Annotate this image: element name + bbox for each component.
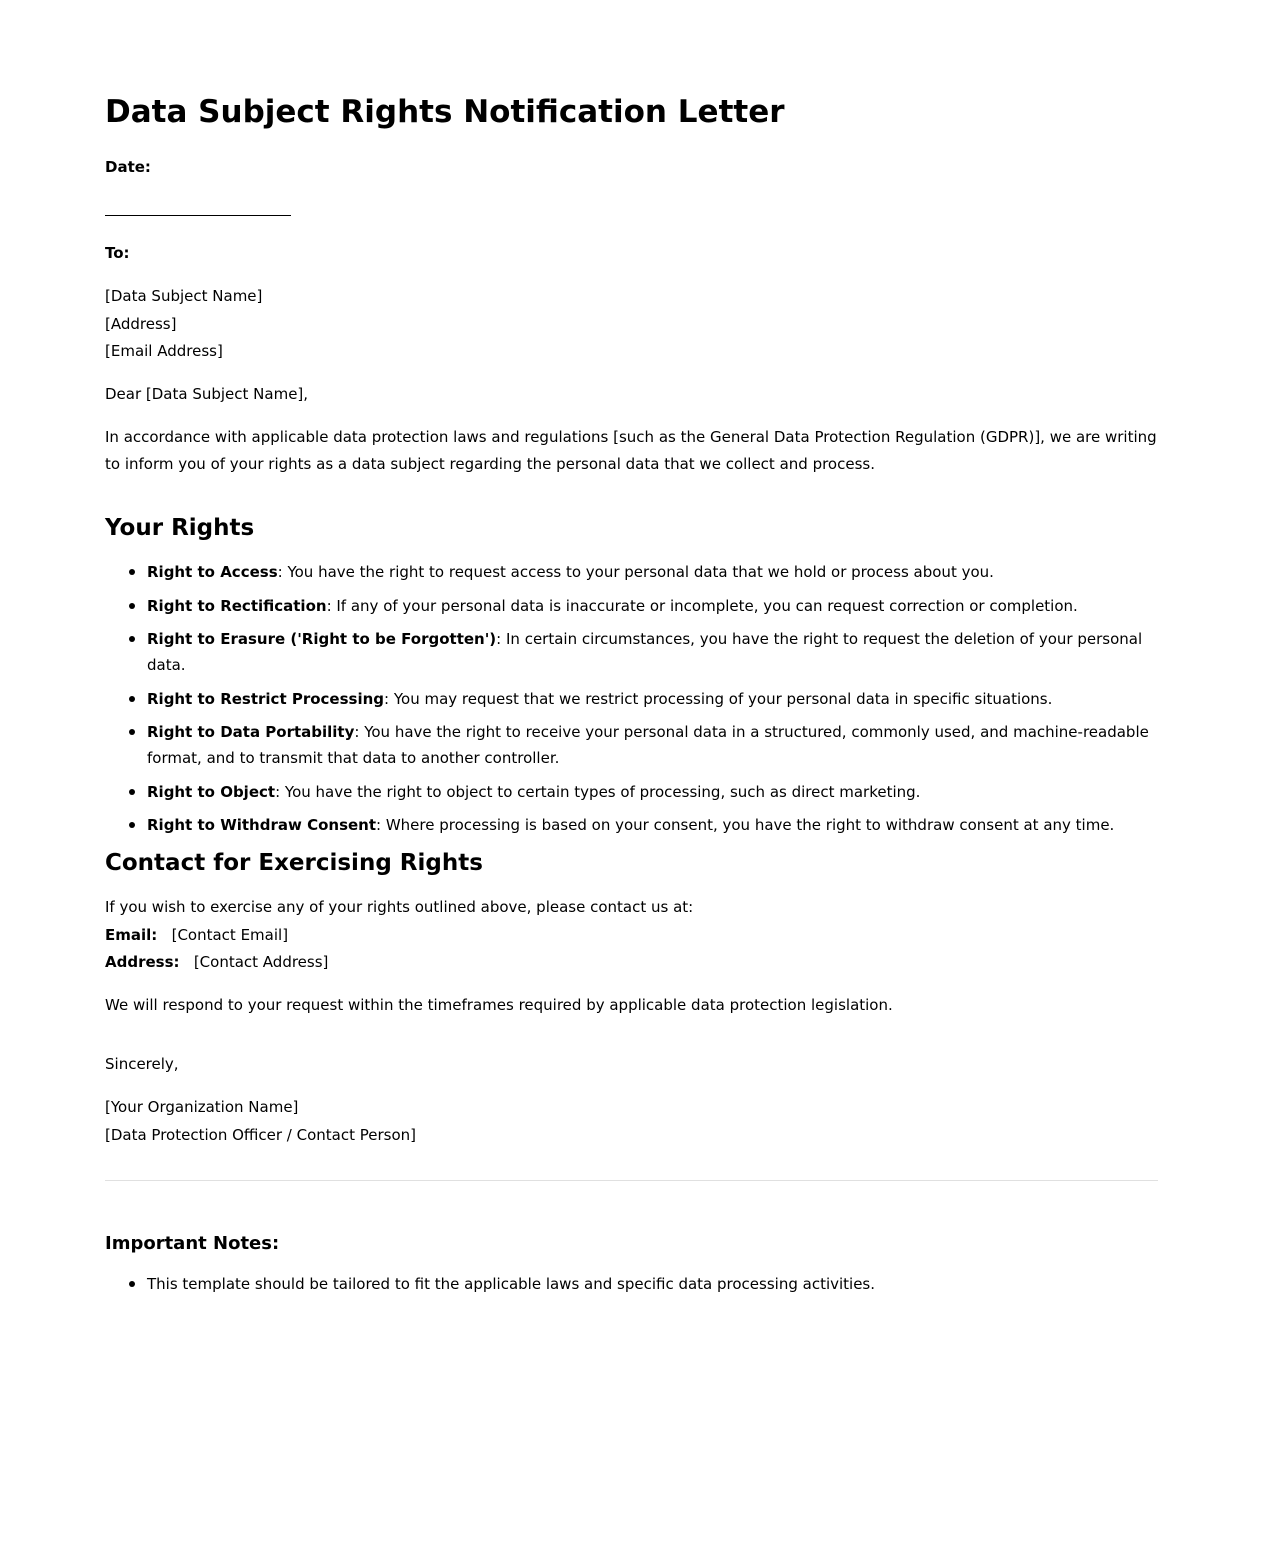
right-text: : You have the right to request access to your personal data that we hold or process about you. — [277, 563, 994, 581]
signature-organization: [Your Organization Name] — [105, 1098, 299, 1116]
page-title: Data Subject Rights Notification Letter — [105, 94, 785, 130]
right-title: Right to Data Portability — [147, 723, 355, 741]
contact-address-value: [Contact Address] — [193, 953, 329, 971]
right-title: Right to Restrict Processing — [147, 689, 385, 708]
right-title: Right to Object — [147, 782, 276, 801]
recipient-block — [105, 283, 262, 366]
signature-contact-person: [Data Protection Officer / Contact Person] — [105, 1125, 417, 1144]
response-note: We will respond to your request within the timeframes required by applicable data protection legislation. — [105, 996, 893, 1014]
right-text: : Where processing is based on your consent, you have the right to withdraw consent at any time. — [376, 816, 1115, 834]
right-title: Right to Erasure ('Right to be Forgotten') — [147, 630, 497, 648]
right-title: Right to Withdraw Consent — [147, 816, 377, 834]
right-title: Right to Rectification — [147, 596, 327, 615]
list-item: This template should be tailored to fit the applicable laws and specific data processing activities. — [105, 1271, 1158, 1297]
divider — [105, 1180, 1158, 1181]
date-label: Date: — [105, 158, 151, 176]
right-text: : You may request that we restrict processing of your personal data in specific situations. — [384, 689, 1053, 708]
to-label: To: — [105, 244, 130, 262]
right-text: : In certain circumstances, you have the right to request the deletion of your personal data. — [147, 630, 1143, 674]
salutation: Dear [Data Subject Name], — [105, 385, 309, 403]
rights-list — [105, 559, 1158, 846]
recipient-address: [Address] — [105, 314, 177, 333]
notes-heading: Important Notes: — [105, 1233, 280, 1254]
contact-heading: Contact for Exercising Rights — [105, 850, 483, 876]
list-item — [105, 626, 1158, 678]
list-item — [105, 812, 1158, 838]
contact-address-label: Address: — [105, 953, 180, 971]
right-title: Right to Access — [147, 563, 278, 581]
contact-email-value: [Contact Email] — [171, 925, 289, 944]
contact-intro: If you wish to exercise any of your rights outlined above, please contact us at: — [105, 898, 694, 916]
list-item — [105, 559, 1158, 585]
rights-heading: Your Rights — [105, 515, 255, 541]
list-item — [105, 593, 1158, 619]
list-item — [105, 686, 1158, 712]
recipient-name: [Data Subject Name] — [105, 287, 263, 305]
contact-email-label: Email: — [105, 925, 158, 944]
contact-address-row — [105, 949, 693, 977]
recipient-email: [Email Address] — [105, 342, 223, 360]
list-item — [105, 779, 1158, 805]
right-text: : If any of your personal data is inaccurate or incomplete, you can request correction or completion. — [326, 596, 1078, 615]
notes-list — [105, 1271, 1158, 1297]
signature-block — [105, 1094, 416, 1149]
right-text: : You have the right to receive your personal data in a structured, commonly used, and machine-readable format, and to transmit that data to another controller. — [147, 723, 1149, 767]
date-blank-line — [105, 215, 291, 216]
closing: Sincerely, — [105, 1055, 179, 1073]
contact-block — [105, 894, 693, 977]
right-text: : You have the right to object to certain types of processing, such as direct marketing. — [275, 782, 921, 801]
contact-email-row — [105, 922, 693, 950]
list-item — [105, 719, 1158, 771]
intro-paragraph: In accordance with applicable data protection laws and regulations [such as the General Data Protection Regulation (GDPR)], we are writing to inform you of your rights as a data subject regarding the personal data that we collect and process. — [105, 428, 1157, 473]
